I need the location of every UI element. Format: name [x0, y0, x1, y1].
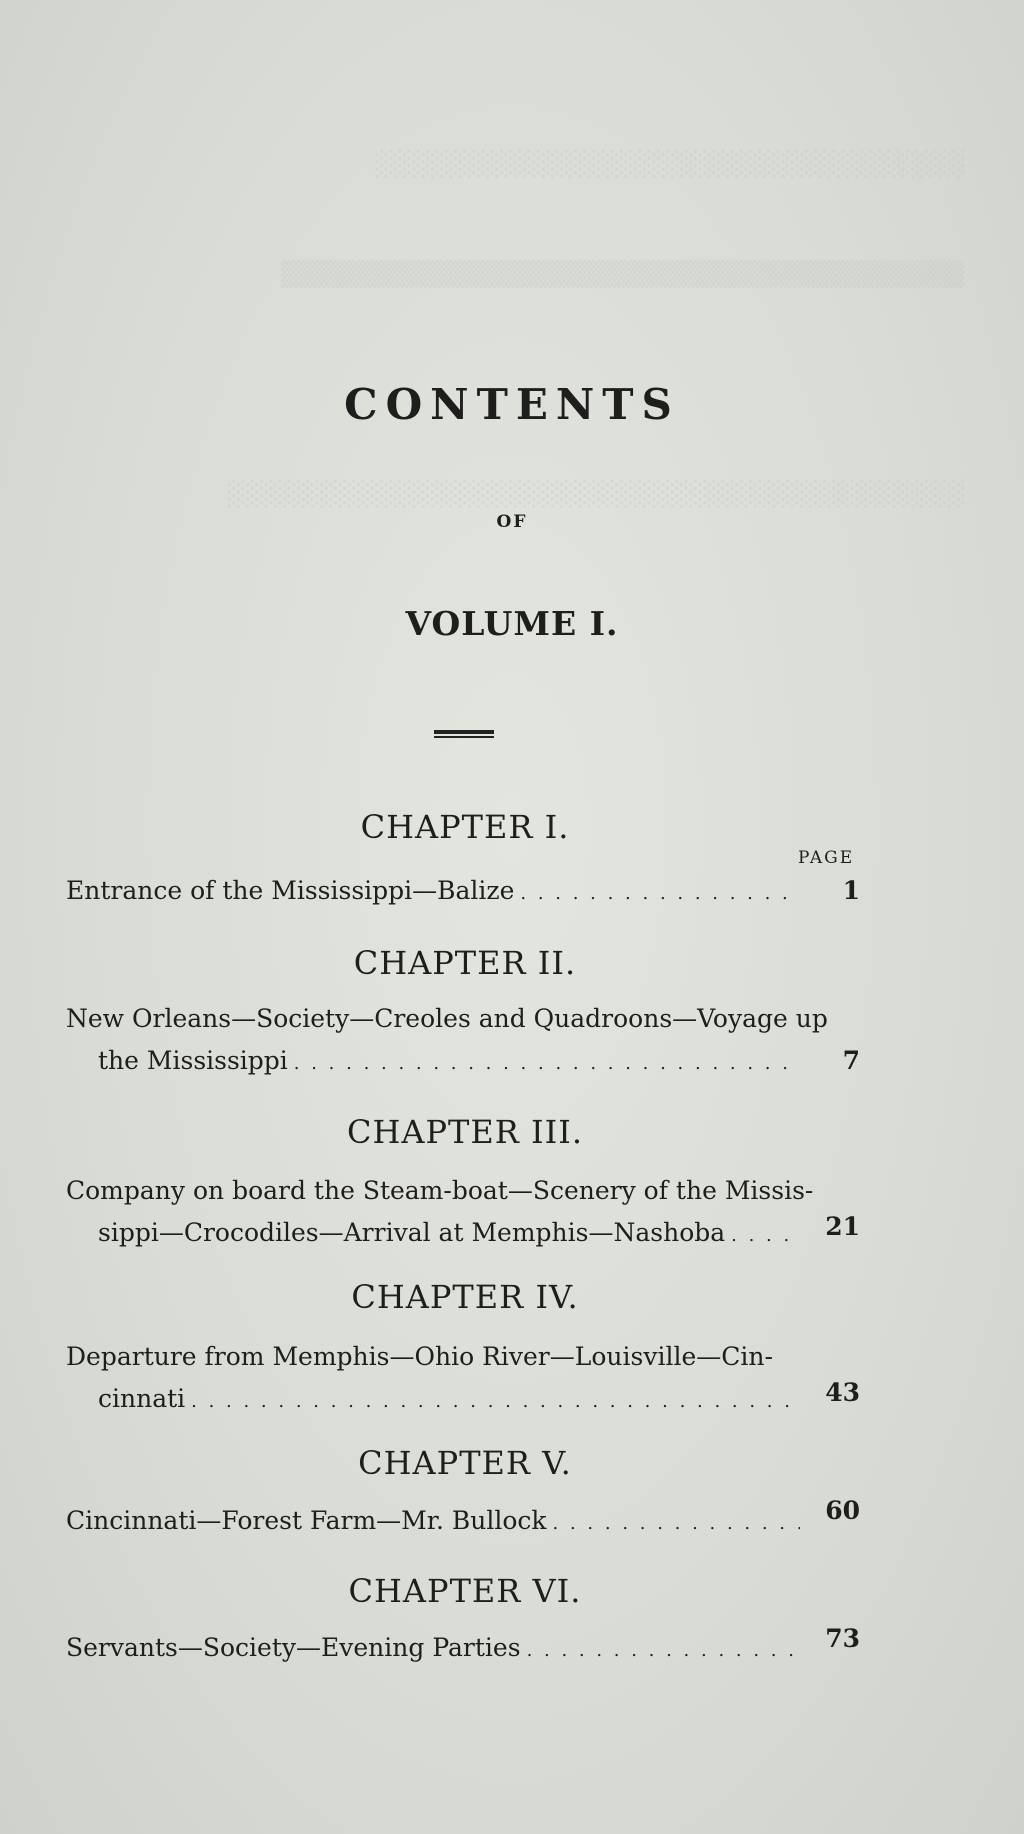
chapter-heading: CHAPTER V.	[358, 1444, 572, 1482]
entry-text: Entrance of the Mississippi—Balize	[66, 876, 515, 905]
double-rule-divider	[434, 730, 494, 739]
chapter-entry	[66, 1627, 806, 1672]
chapter-heading: CHAPTER III.	[346, 1113, 584, 1151]
chapter-entry	[66, 1170, 814, 1257]
dot-leader	[553, 1500, 800, 1545]
entry-text: sippi—Crocodiles—Arrival at Memphis—Nashoba	[98, 1218, 726, 1247]
page-number: 7	[842, 1046, 860, 1075]
volume-title: VOLUME I.	[405, 604, 619, 643]
dot-leader	[520, 870, 800, 915]
page-column-label: PAGE	[798, 848, 855, 868]
contents-title: CONTENTS	[344, 380, 680, 429]
dot-leader	[731, 1212, 800, 1257]
bleed-through-text: ░░░░░░░░░░░░░░░░░░░░░░░░░░░░░░░░░░░░░░░░	[225, 480, 964, 508]
entry-text: New Orleans—Society—Creoles and Quadroons—Voyage up	[66, 1004, 828, 1033]
entry-text: the Mississippi	[98, 1046, 288, 1075]
page-number: 21	[825, 1212, 860, 1241]
page-number: 43	[825, 1378, 860, 1407]
entry-text: Departure from Memphis—Ohio River—Louisville—Cin-	[66, 1342, 773, 1371]
entry-text: cinnati	[98, 1384, 186, 1413]
chapter-heading: CHAPTER IV.	[351, 1278, 579, 1316]
dot-leader	[294, 1040, 800, 1085]
contents-of: OF	[496, 512, 528, 532]
entry-text: Cincinnati—Forest Farm—Mr. Bullock	[66, 1506, 547, 1535]
entry-text: Company on board the Steam-boat—Scenery of the Missis-	[66, 1176, 814, 1205]
chapter-entry	[66, 870, 806, 915]
chapter-entry	[66, 998, 828, 1085]
bleed-through-text: ░░░░░░░░░░░░░░░░░░░░░░░░░░░░░░░░	[373, 150, 964, 178]
chapter-entry	[66, 1336, 806, 1423]
chapter-heading: CHAPTER II.	[353, 944, 577, 982]
chapter-entry	[66, 1500, 806, 1545]
page-number: 60	[825, 1496, 860, 1525]
chapter-heading: CHAPTER I.	[360, 808, 570, 846]
page-number: 73	[825, 1624, 860, 1653]
bleed-through-text: ▒▒▒▒▒▒▒▒▒▒▒▒▒▒▒▒▒▒▒▒▒▒▒▒▒▒▒▒▒▒▒▒▒▒▒▒▒	[281, 260, 964, 288]
dot-leader	[191, 1378, 800, 1423]
page-number: 1	[842, 876, 860, 905]
entry-text: Servants—Society—Evening Parties	[66, 1633, 521, 1662]
dot-leader	[527, 1627, 800, 1672]
chapter-heading: CHAPTER VI.	[348, 1572, 582, 1610]
